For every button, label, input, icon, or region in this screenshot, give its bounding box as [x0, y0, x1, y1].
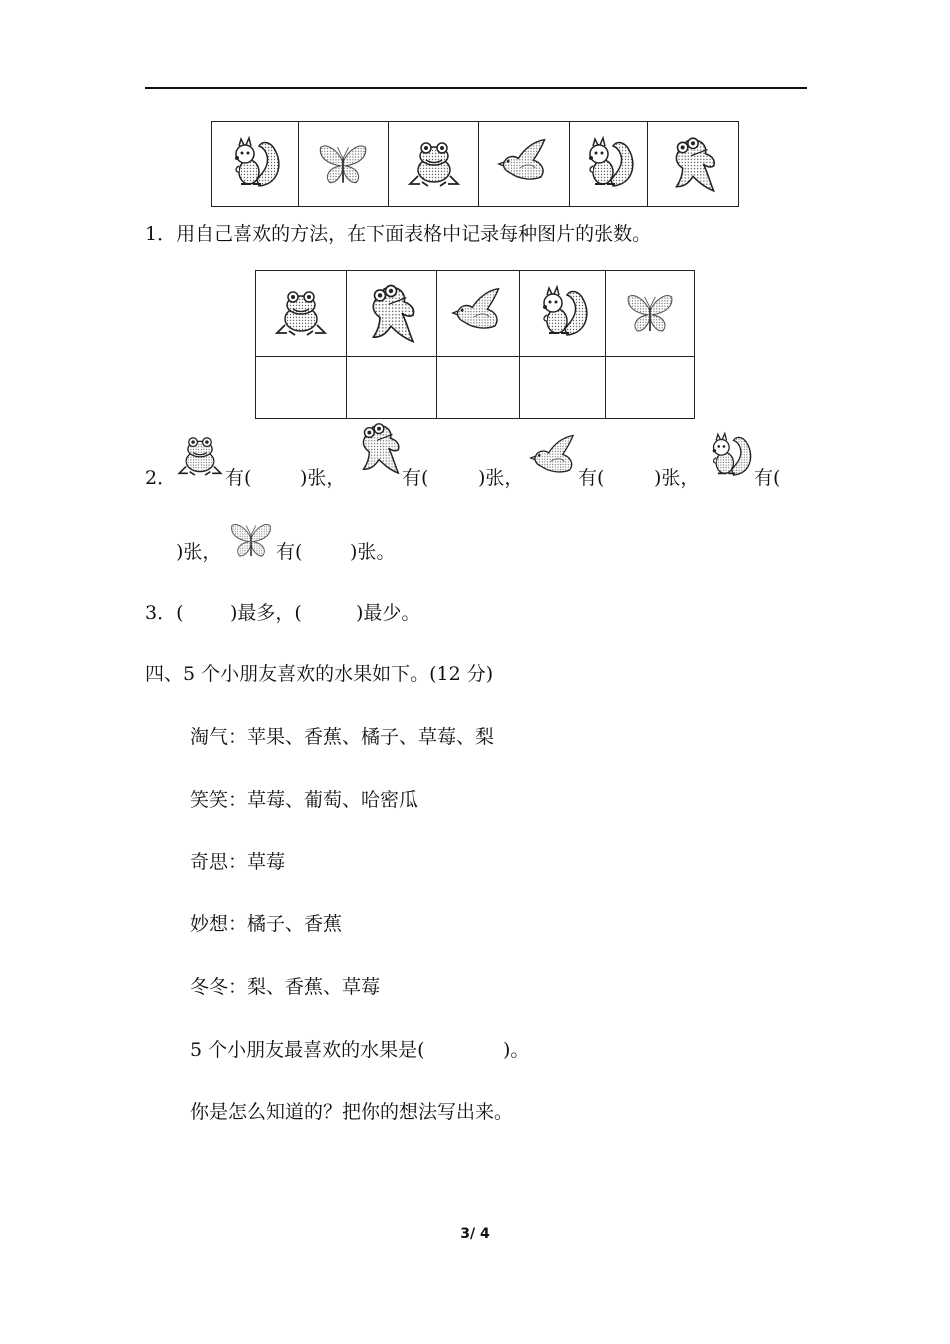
bird-icon: [496, 136, 552, 192]
sequence-cell: [388, 122, 478, 207]
question-2-number: 2．: [145, 467, 177, 489]
bird-icon: [450, 285, 506, 341]
butterfly-count-suffix: )张。: [350, 541, 396, 563]
fish-count-suffix: )张，: [478, 467, 524, 489]
fish-icon: [358, 280, 424, 346]
fruit-line-dongdong: 冬冬：梨、香蕉、草莓: [190, 976, 381, 998]
question-3-number: 3．(: [145, 602, 184, 624]
question-3-least: )最少。: [356, 602, 421, 624]
fish-icon: [662, 133, 724, 195]
squirrel-icon: [704, 430, 756, 482]
page-number: 3/ 4: [460, 1226, 490, 1242]
bird-count-suffix: )张，: [654, 467, 700, 489]
tally-header-squirrel: [519, 271, 606, 357]
tally-header-fish: [346, 271, 437, 357]
sequence-cell: [569, 122, 648, 207]
butterfly-count-prefix: 有(: [276, 541, 303, 563]
sequence-cell: [212, 122, 299, 207]
squirrel-count-suffix: )张，: [176, 541, 222, 563]
squirrel-count-prefix: 有(: [754, 467, 781, 489]
picture-sequence-table: [211, 121, 739, 207]
frog-icon: [174, 430, 226, 482]
sequence-cell: [298, 122, 388, 207]
sequence-cell: [479, 122, 569, 207]
tally-cell-squirrel[interactable]: [519, 356, 606, 418]
tally-cell-frog[interactable]: [256, 356, 347, 418]
fish-icon: [350, 416, 408, 480]
butterfly-icon: [623, 286, 677, 340]
tally-header-butterfly: [606, 271, 695, 357]
tally-cell-butterfly[interactable]: [606, 356, 695, 418]
fruit-line-miaoxiang: 妙想：橘子、香蕉: [190, 913, 343, 935]
frog-count-prefix: 有(: [225, 467, 252, 489]
squirrel-icon: [533, 283, 593, 343]
tally-header-bird: [437, 271, 520, 357]
butterfly-icon: [226, 516, 276, 564]
tally-cell-fish[interactable]: [346, 356, 437, 418]
tally-cell-bird[interactable]: [437, 356, 520, 418]
bird-icon: [528, 432, 580, 484]
tally-table: [255, 270, 695, 419]
butterfly-icon: [315, 136, 371, 192]
favorite-fruit-question-end: )。: [503, 1039, 530, 1061]
tally-header-frog: [256, 271, 347, 357]
fruit-line-taoqi: 淘气：苹果、香蕉、橘子、草莓、梨: [190, 726, 495, 748]
fruit-line-xiaoxiao: 笑笑：草莓、葡萄、哈密瓜: [190, 789, 419, 811]
question-3-most: )最多，(: [230, 602, 302, 624]
sequence-cell: [648, 122, 739, 207]
section-4-title: 四、5 个小朋友喜欢的水果如下。(12 分): [145, 663, 494, 685]
squirrel-icon: [225, 134, 285, 194]
frog-icon: [404, 134, 464, 194]
header-rule: [145, 87, 807, 89]
bird-count-prefix: 有(: [578, 467, 605, 489]
explain-prompt: 你是怎么知道的？把你的想法写出来。: [190, 1101, 514, 1123]
fish-count-prefix: 有(: [402, 467, 429, 489]
favorite-fruit-question: 5 个小朋友最喜欢的水果是(: [190, 1039, 425, 1061]
question-1-text: 1．用自己喜欢的方法，在下面表格中记录每种图片的张数。: [145, 223, 652, 245]
squirrel-icon: [579, 134, 639, 194]
frog-count-suffix: )张，: [300, 467, 346, 489]
fruit-line-qisi: 奇思：草莓: [190, 851, 286, 873]
frog-icon: [271, 283, 331, 343]
